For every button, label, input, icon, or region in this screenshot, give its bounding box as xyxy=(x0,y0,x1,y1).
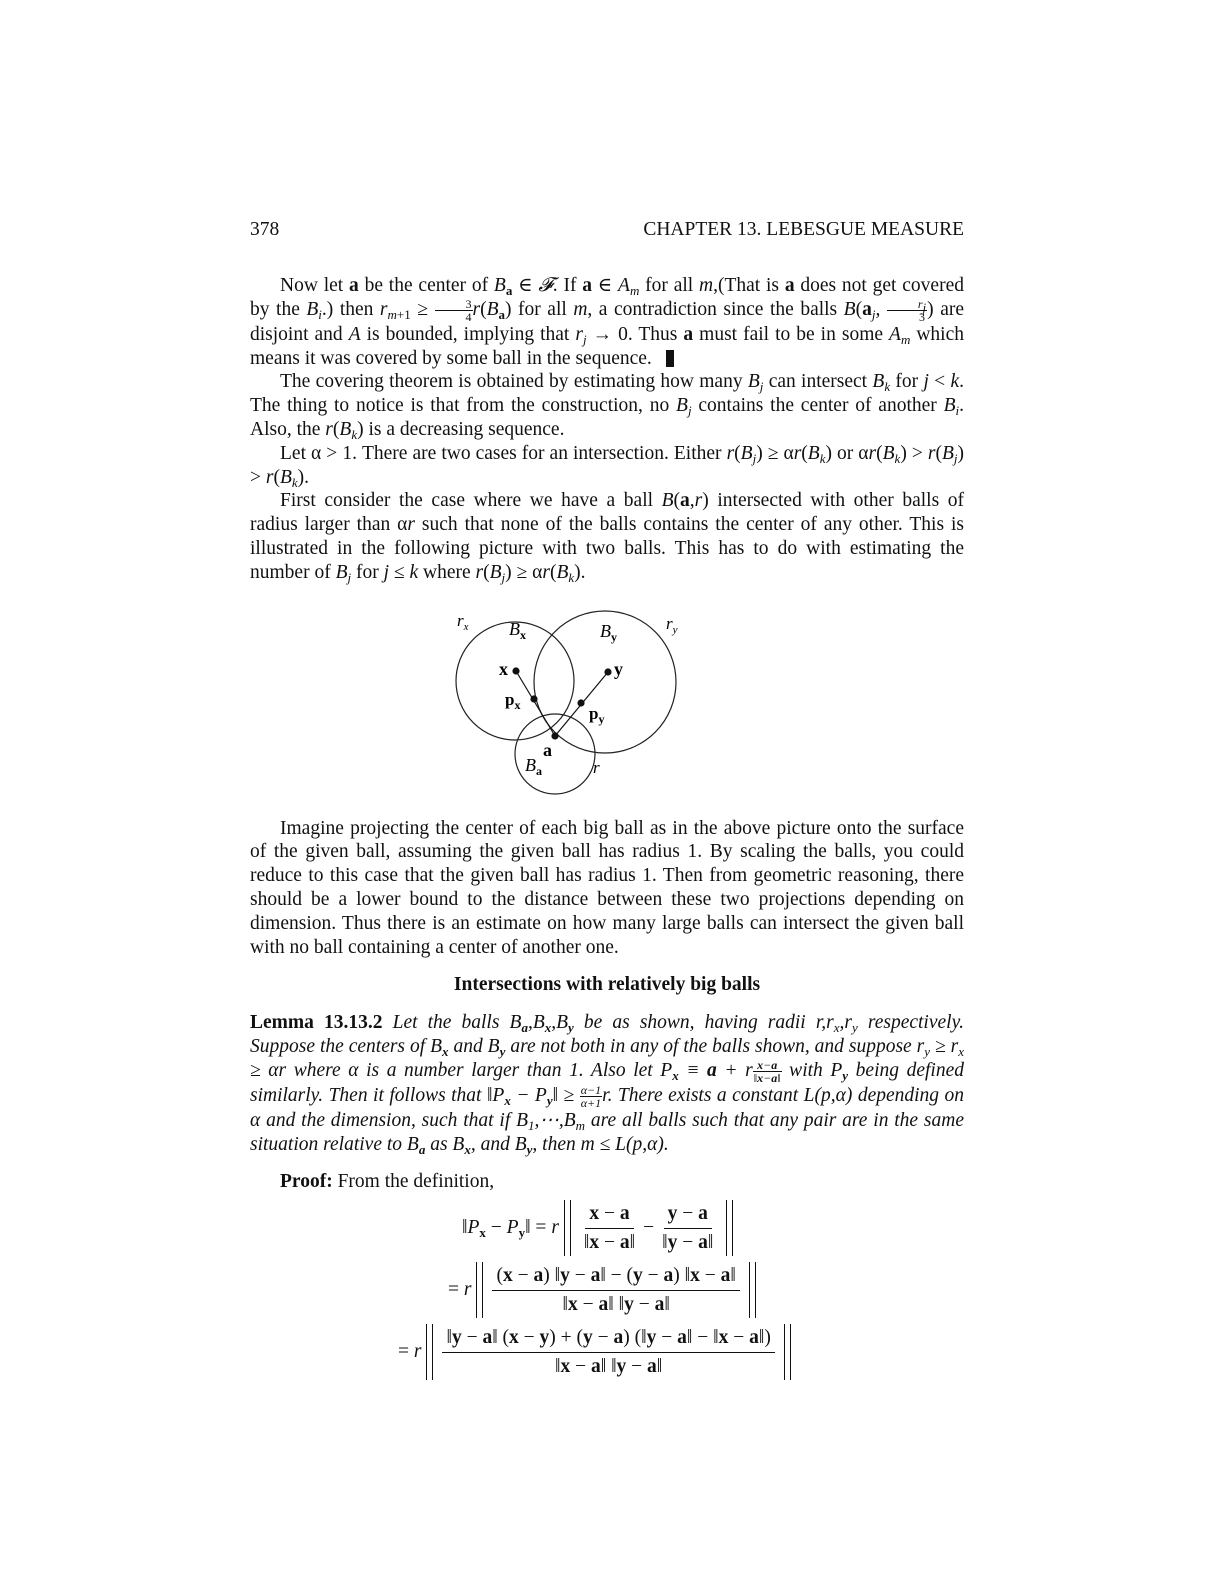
svg-text:By: $B_y$ xyxy=(600,620,617,644)
equation-line-2: = r (x − a) ‖y − a‖ − (y − a) ‖x − a‖ ‖x − a‖ ‖y − a‖ xyxy=(448,1262,761,1318)
section-title: Intersections with relatively big balls xyxy=(453,974,761,996)
segment-x-a xyxy=(516,671,555,736)
proof-equations xyxy=(250,1200,964,1380)
paragraph-5: Imagine projecting the center of each big ball as in the above picture onto the surface of the given ball, assuming the given ball has radius 1. By scaling the balls, you could reduce to this case that the given ball has radius 1. Then from geometric reasoning, there should be a lower bound to the distance between these two projections depending on dimension. Thus there is an estimate on how many large balls can intersect the given ball with no ball containing a center of another one. xyxy=(250,817,964,958)
ball-Ba xyxy=(515,714,595,794)
svg-text:px: $p_x$ xyxy=(505,689,521,712)
paragraph-1: Now let a be the center of $B_a$ ∈ 𝓕. If a ∈ $A_m$ for all m,(That is a does not get covered by the $B_i$.) then $r_{m+1}$ ≥ $\frac{3}{4}$ $r(B_a)$ for all m, a contradiction since the balls $B(a_j$, $\frac{r_j}{3}$ ) are disjoint and A is bounded, implying that $r_j \to 0$. Thus a must fail to be in some $A_m$ which means it was covered by some ball in the sequence. xyxy=(250,275,965,369)
svg-text:r: r xyxy=(593,757,600,777)
svg-text:a: a xyxy=(543,739,552,760)
page-header xyxy=(250,218,964,244)
point-y xyxy=(604,668,611,675)
paragraph-2: The covering theorem is obtained by estimating how many $B_j$ can intersect $B_k$ for j < k. The thing to notice is that from the construction, no $B_j$ contains the center of another $B_i$. Also, the $r(B_k)$ is a decreasing sequence. xyxy=(250,371,964,442)
point-px xyxy=(530,695,537,702)
balls-diagram xyxy=(445,599,705,809)
svg-text:x: x xyxy=(499,658,508,679)
equation-line-1: $‖P_x$ − $P_y‖ = r$ x − a ‖x − a‖ − $\frac{y - a}{‖y - a‖}$ xyxy=(462,1200,738,1256)
point-a xyxy=(551,732,558,739)
proof-label: Proof: xyxy=(280,1171,333,1193)
ball-Bx xyxy=(456,622,574,740)
svg-text:Bx: $B_x$ xyxy=(509,618,526,642)
svg-text:y: y xyxy=(614,658,623,679)
paragraph-3: Let α > 1. There are two cases for an intersection. Either $r(B_j) \ge \alpha r(B_k)$ or $\alpha r(B_k) > r(B_j) > r(B_k)$. xyxy=(250,442,965,490)
point-py xyxy=(577,699,584,706)
svg-text:rx: $r_x$ xyxy=(457,610,469,633)
proof-intro: Proof: From the definition, xyxy=(280,1171,495,1193)
svg-text:Ba: $B_a$ xyxy=(525,754,542,778)
qed-mark xyxy=(666,350,674,367)
page xyxy=(250,218,964,1380)
balls-figure xyxy=(250,599,964,814)
lemma-13-13-2: Lemma 13.13.2 Let the balls $B_a,B_x,B_y$ be as shown, having radii $r,r_x,r_y$ respectively. Suppose the centers of $B_x$ and $B_y$ are not both in any of the balls shown, and suppose $r_y \ge r_x \ge \alpha r$ where α is a number larger than 1. Also let $P_x \equiv a + r$ $\frac{x-a}{‖x-a‖}$ with $P_y$ being defined similarly. Then it follows that $‖P_x$ − $P_y‖$ ≥ $\frac{\alpha-1}{\alpha+1}$ r. There exists a constant L(p,α) depending on α and the dimension, such that if $B_1,\cdots,B_m$ are all balls such that any pair are in the same situation relative to $B_a$ as $B_x$, and $B_y$, then m ≤ L(p,α). xyxy=(250,1012,965,1157)
svg-text:py: $p_y$ xyxy=(589,703,605,726)
point-x xyxy=(512,667,519,674)
equation-line-3: = r ‖y − a‖ (x − y) + (y − a) (‖y − a‖ − ‖x − a‖) ‖x − a‖ ‖y − a‖ xyxy=(398,1324,796,1380)
svg-text:ry: $r_y$ xyxy=(666,613,678,636)
lemma-label: Lemma 13.13.2 xyxy=(250,1012,383,1034)
chapter-title: CHAPTER 13. LEBESGUE MEASURE xyxy=(643,219,964,240)
page-number: 378 xyxy=(250,219,280,240)
paragraph-4: First consider the case where we have a ball B(a,r) intersected with other balls of radius larger than αr such that none of the balls contains the center of any other. This is illustrated in the following picture with two balls. This has to do with estimating the number of $B_j$ for j ≤ k where $r(B_j) \ge \alpha r(B_k)$. xyxy=(250,490,964,585)
